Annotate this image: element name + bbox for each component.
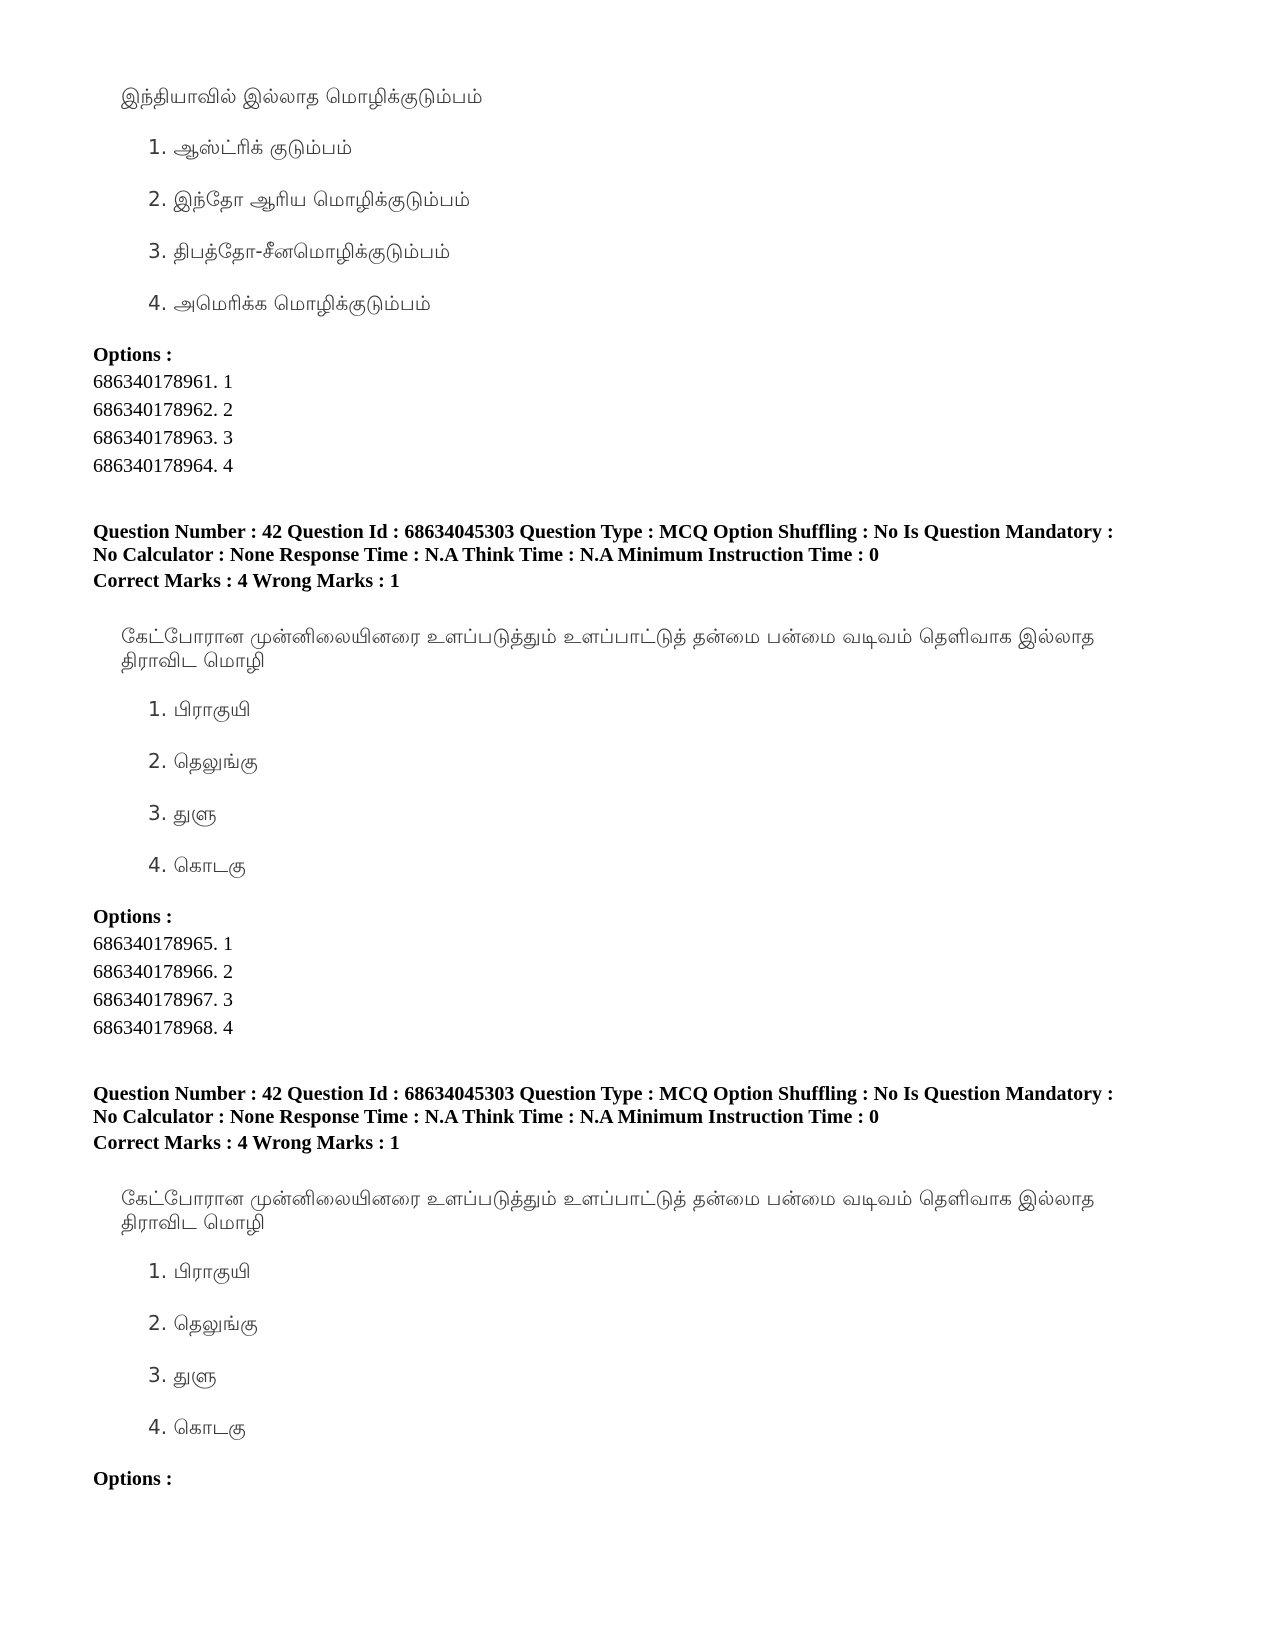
question-marks: Correct Marks : 4 Wrong Marks : 1 xyxy=(93,570,400,592)
answer-choice: 1. பிராகுயி xyxy=(148,697,251,721)
options-label: Options : xyxy=(93,906,173,928)
question-marks: Correct Marks : 4 Wrong Marks : 1 xyxy=(93,1132,400,1154)
answer-choice: 2. தெலுங்கு xyxy=(148,1311,258,1335)
answer-choice: 3. துளு xyxy=(148,1363,217,1387)
answer-choice: 4. கொடகு xyxy=(148,1415,246,1439)
question-stem: திராவிட மொழி xyxy=(121,1210,265,1234)
option-id: 686340178966. 2 xyxy=(93,961,233,983)
answer-choice: 2. தெலுங்கு xyxy=(148,749,258,773)
question-stem: கேட்போரான முன்னிலையினரை உளப்படுத்தும் உளப்பாட்டுத் தன்மை பன்மை வடிவம் தெளிவாக இல்லாத xyxy=(121,1186,1095,1210)
question-stem: திராவிட மொழி xyxy=(121,648,265,672)
option-id: 686340178964. 4 xyxy=(93,455,233,477)
option-id: 686340178962. 2 xyxy=(93,399,233,421)
option-id: 686340178961. 1 xyxy=(93,371,233,393)
question-meta: Question Number : 42 Question Id : 68634045303 Question Type : MCQ Option Shuffling : No Is Question Mandatory : xyxy=(93,521,1114,543)
options-label: Options : xyxy=(93,344,173,366)
answer-choice: 1. பிராகுயி xyxy=(148,1259,251,1283)
option-id: 686340178965. 1 xyxy=(93,933,233,955)
options-label: Options : xyxy=(93,1468,173,1490)
question-meta: Question Number : 42 Question Id : 68634045303 Question Type : MCQ Option Shuffling : No Is Question Mandatory : xyxy=(93,1083,1114,1105)
answer-choice: 1. ஆஸ்ட்ரிக் குடும்பம் xyxy=(148,135,353,159)
question-stem: கேட்போரான முன்னிலையினரை உளப்படுத்தும் உளப்பாட்டுத் தன்மை பன்மை வடிவம் தெளிவாக இல்லாத xyxy=(121,624,1095,648)
answer-choice: 3. துளு xyxy=(148,801,217,825)
option-id: 686340178967. 3 xyxy=(93,989,233,1011)
question-meta: No Calculator : None Response Time : N.A Think Time : N.A Minimum Instruction Time : 0 xyxy=(93,544,879,566)
answer-choice: 4. அமெரிக்க மொழிக்குடும்பம் xyxy=(148,291,431,315)
answer-choice: 2. இந்தோ ஆரிய மொழிக்குடும்பம் xyxy=(148,187,471,211)
answer-choice: 3. திபத்தோ-சீனமொழிக்குடும்பம் xyxy=(148,239,451,263)
option-id: 686340178968. 4 xyxy=(93,1017,233,1039)
option-id: 686340178963. 3 xyxy=(93,427,233,449)
question-meta: No Calculator : None Response Time : N.A Think Time : N.A Minimum Instruction Time : 0 xyxy=(93,1106,879,1128)
question-stem: இந்தியாவில் இல்லாத மொழிக்குடும்பம் xyxy=(121,84,483,108)
answer-choice: 4. கொடகு xyxy=(148,853,246,877)
